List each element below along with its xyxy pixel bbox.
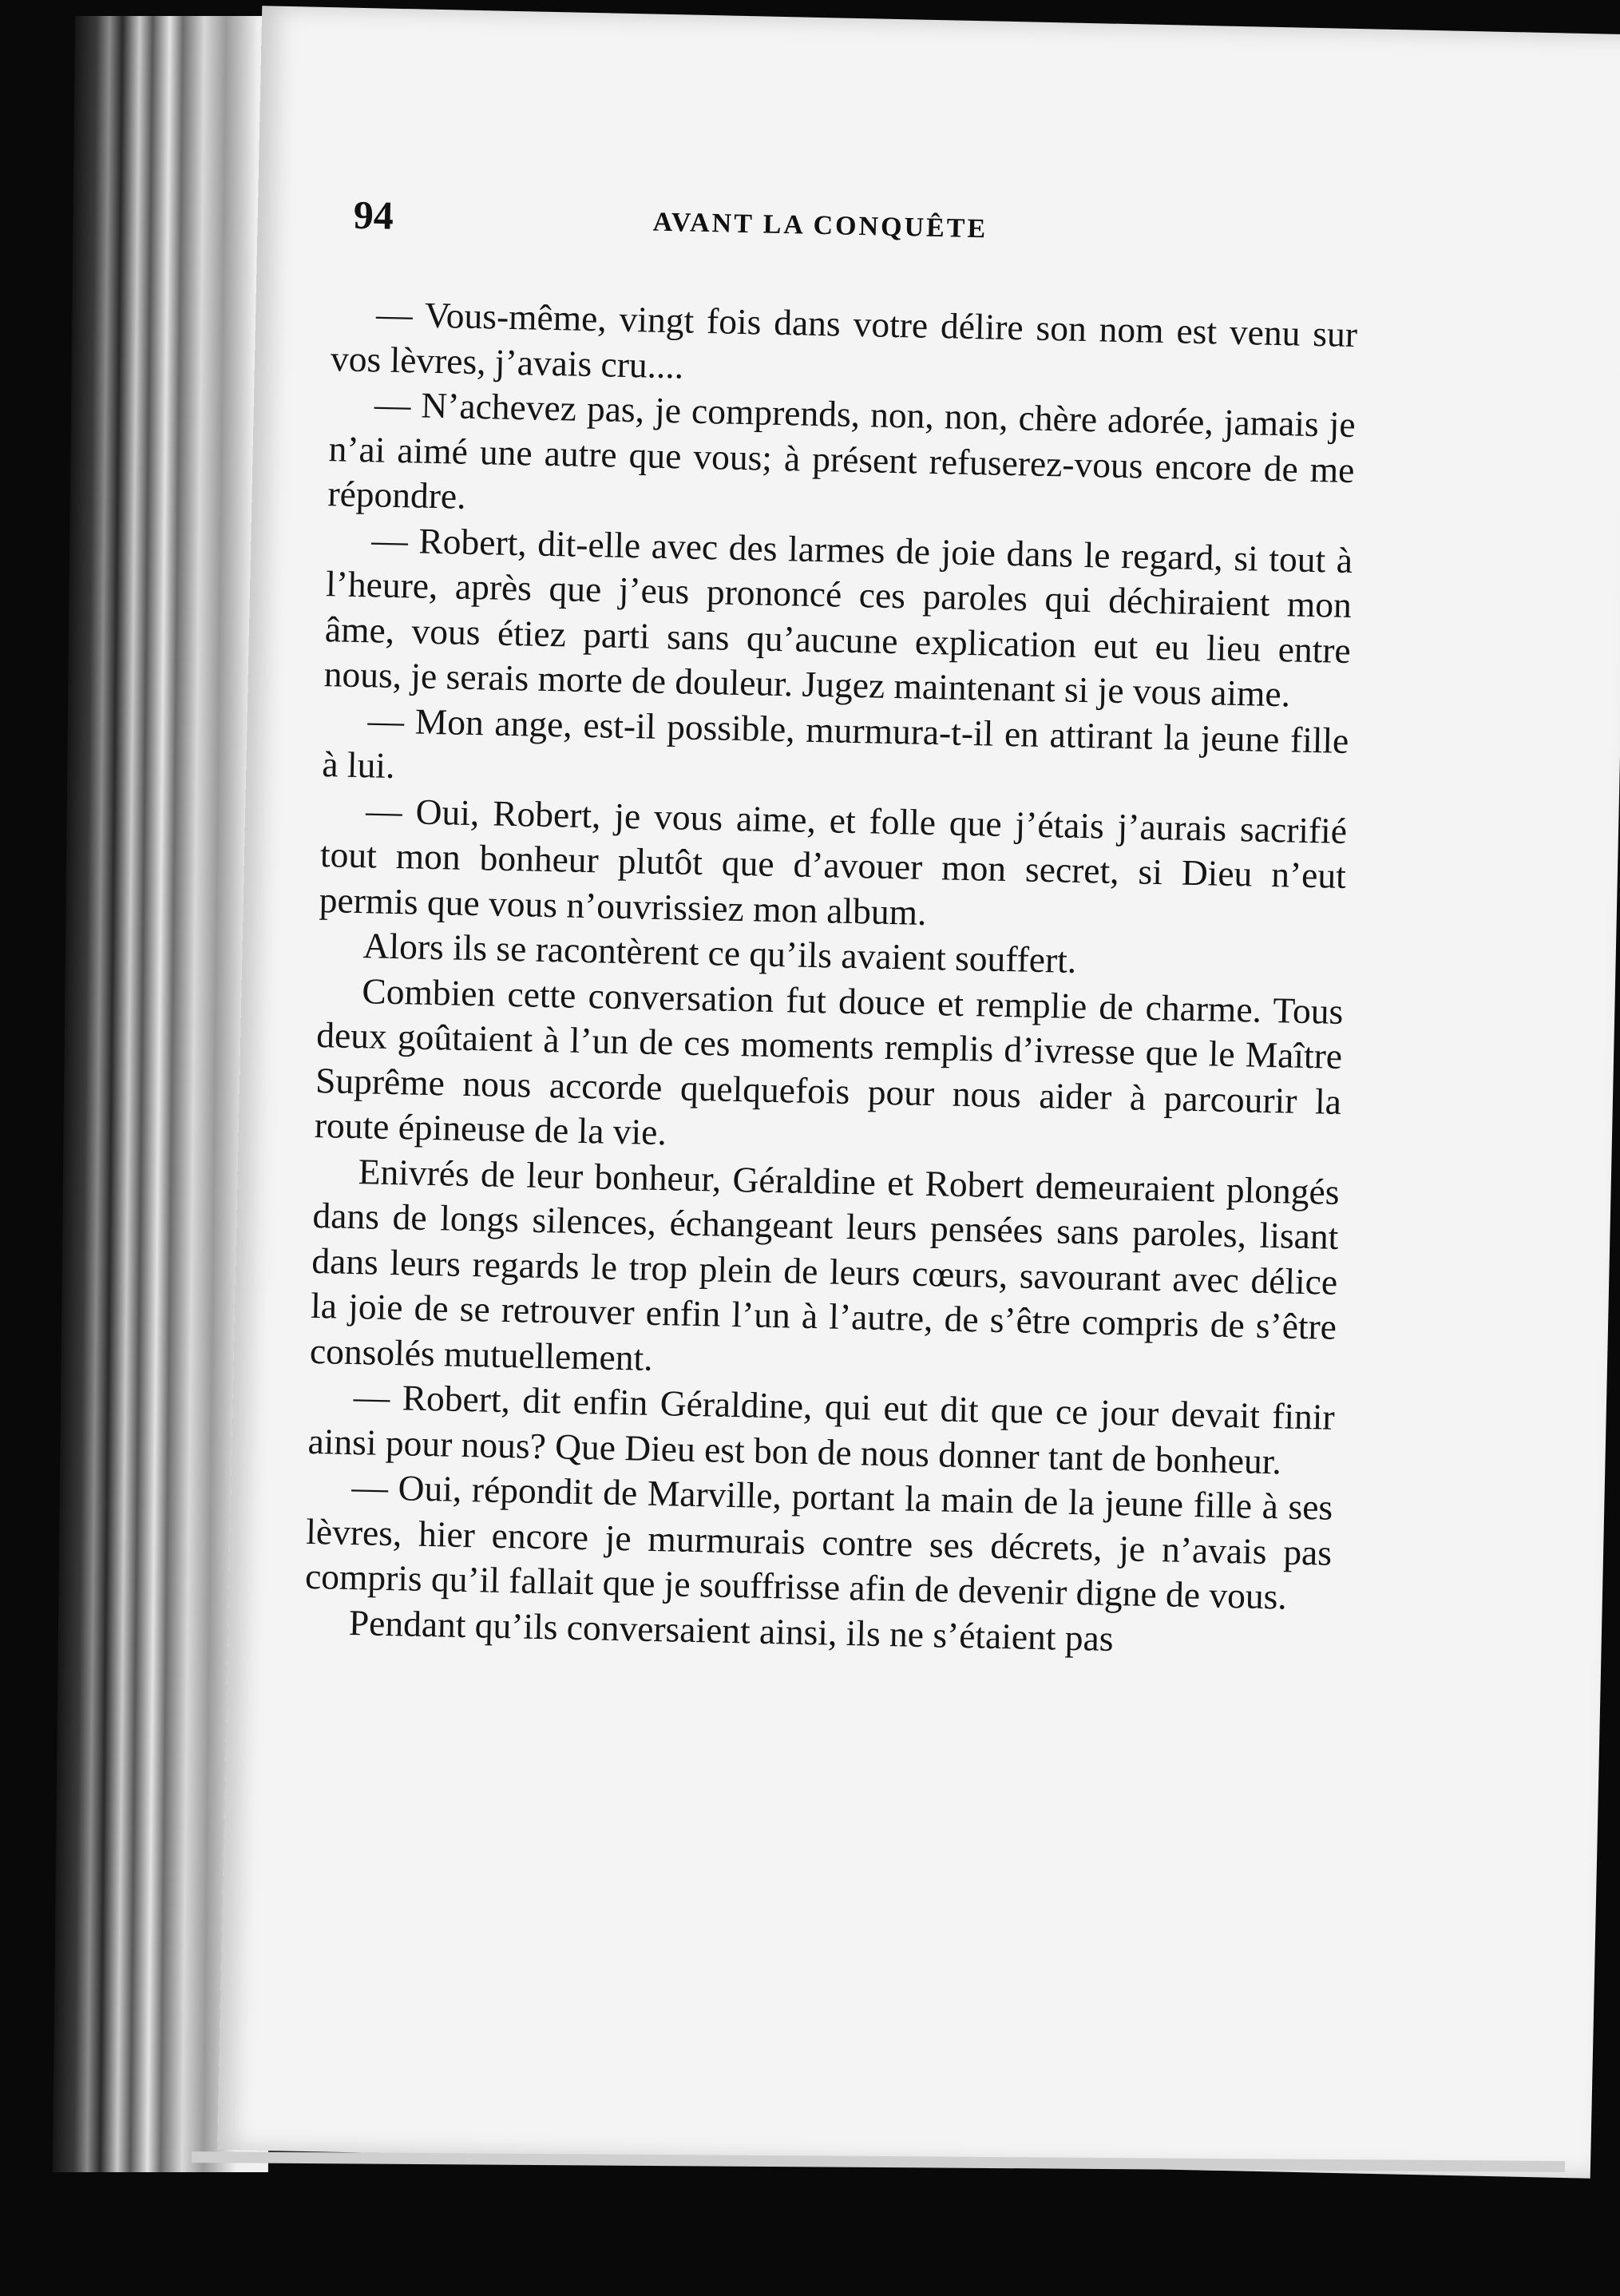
paragraph: Pendant qu’ils conversaient ainsi, ils ne s’étaient pas — [348, 1601, 1115, 1659]
paragraph: — Mon ange, est-il possible, murmura-t-il en attirant la jeune fille à lui. — [321, 699, 1349, 786]
paragraph: — Robert, dit-elle avec des larmes de joie dans le regard, si tout à l’heure, après que j’eus prononcé ces paroles qui déchiraient mon âme, vous étiez parti sans qu’aucune explication eut eu lieu entre nous, je serais morte de douleur. Jugez maintenant si je vous aime. — [323, 518, 1353, 715]
paragraph: — N’achevez pas, je comprends, non, non, chère adorée, jamais je n’ai aimé une autre que vous; à présent refuserez-vous encore de me répondre. — [327, 383, 1357, 517]
paragraph: — Oui, répondit de Marville, portant la main de la jeune fille à ses lèvres, hier encore je murmurais contre ses décrets, je n’avais pas compris qu’il fallait que je souffrisse afin de devenir digne de vous. — [304, 1466, 1333, 1617]
paragraph: — Oui, Robert, je vous aime, et folle que j’étais j’aurais sacrifié tout mon bonheur plutôt que d’avouer mon secret, si Dieu n’eut permis que vous n’ouvrissiez mon album. — [319, 789, 1348, 933]
book-page — [217, 6, 1620, 2178]
body-text — [303, 291, 1357, 1666]
paragraph: Combien cette conversation fut douce et remplie de charme. Tous deux goûtaient à l’un de ces moments remplis d’ivresse que le Maître Suprême nous accorde quelquefois pour nous aider à parcourir la route épineuse de la vie. — [314, 970, 1344, 1153]
running-title: AVANT LA CONQUÊTE — [652, 207, 988, 244]
running-head — [353, 192, 1551, 272]
page-number: 94 — [353, 192, 394, 238]
paragraph: Enivrés de leur bonheur, Géraldine et Robert demeuraient plongés dans de longs silences, échangeant leurs pensées sans paroles, lisant dans leurs regards le trop plein de leurs cœurs, savourant avec délice la joie de se retrouver enfin l’un à l’autre, de s’être compris de s’être consolés mutuellement. — [309, 1150, 1341, 1378]
paragraph: — Vous-même, vingt fois dans votre délire son nom est venu sur vos lèvres, j’avais cru.... — [330, 293, 1358, 386]
paragraph: Alors ils se racontèrent ce qu’ils avaient souffert. — [362, 925, 1077, 981]
paragraph: — Robert, dit enfin Géraldine, qui eut dit que ce jour devait finir ainsi pour nous? Que Dieu est bon de nous donner tant de bonheur. — [307, 1376, 1336, 1481]
